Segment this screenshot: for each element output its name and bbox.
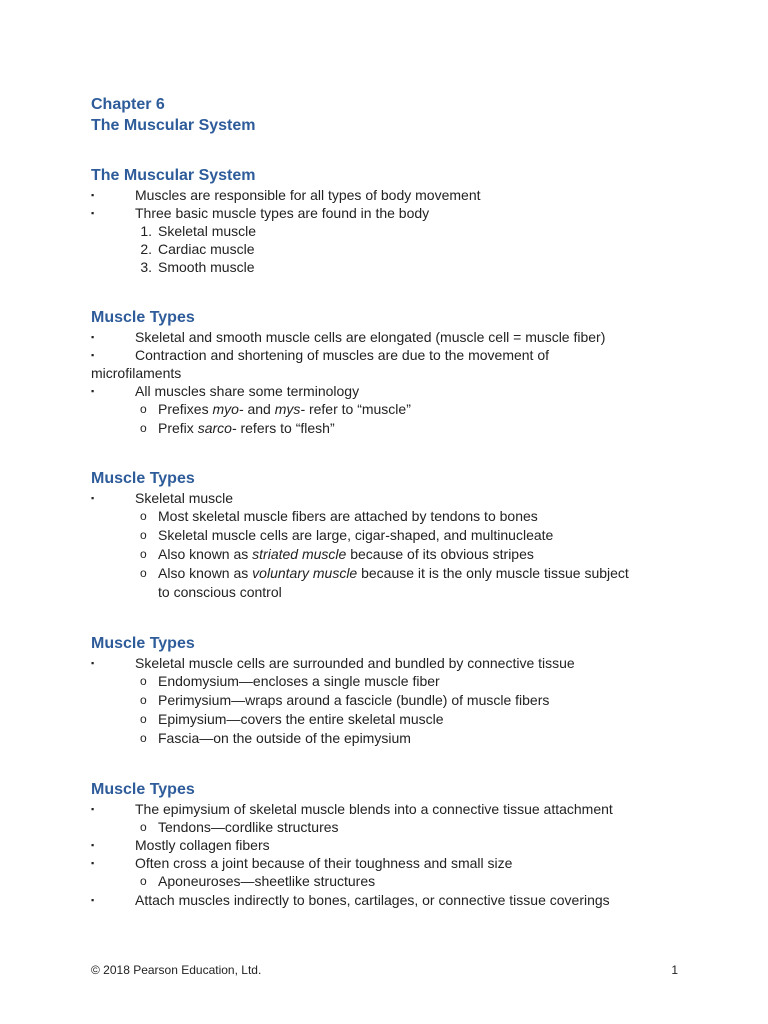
square-bullet-icon: ▪: [91, 208, 95, 218]
bullet-item: [91, 328, 691, 346]
section-muscular-system: [91, 166, 691, 276]
numbered-item: [91, 222, 691, 240]
bullet-text: Three basic muscle types are found in the body: [135, 205, 430, 221]
item-number: 2.: [140, 241, 152, 257]
square-bullet-icon: ▪: [91, 386, 95, 396]
bullet-text: The epimysium of skeletal muscle blends into a connective tissue attachment: [135, 801, 613, 817]
bullet-item: [91, 489, 691, 507]
sub-bullet-item: [91, 545, 691, 564]
section-heading: The Muscular System: [91, 167, 256, 184]
bullet-item: [91, 800, 691, 818]
sub-bullet-text: Aponeuroses—sheetlike structures: [158, 873, 376, 889]
sub-bullet-item: [91, 564, 691, 583]
sub-bullet-item: [91, 526, 691, 545]
bullet-item: [91, 654, 691, 672]
copyright-text: © 2018 Pearson Education, Ltd.: [91, 963, 262, 977]
numbered-item: [91, 240, 691, 258]
circle-bullet-icon: o: [140, 674, 147, 688]
section-muscle-types-2: [91, 469, 691, 601]
circle-bullet-icon: o: [140, 528, 147, 542]
section-heading: Muscle Types: [91, 781, 195, 798]
page-number: 1: [671, 963, 678, 977]
bullet-item: [91, 186, 691, 204]
page-footer: [91, 962, 678, 978]
section-muscle-types-1: [91, 308, 691, 438]
bullet-text: Often cross a joint because of their toughness and small size: [135, 855, 513, 871]
bullet-continuation: [91, 364, 691, 382]
sub-bullet-text-wrap: to conscious control: [158, 584, 282, 600]
section-muscle-types-4: [91, 780, 691, 910]
bullet-text-wrap: microfilaments: [91, 365, 182, 381]
sub-bullet-item: [91, 400, 691, 419]
bullet-text: Skeletal and smooth muscle cells are elongated (muscle cell = muscle fiber): [135, 329, 606, 345]
item-text: Cardiac muscle: [158, 241, 255, 257]
numbered-item: [91, 258, 691, 276]
sub-bullet-text: Prefixes myo- and mys- refer to “muscle”: [158, 401, 411, 417]
circle-bullet-icon: o: [140, 731, 147, 745]
item-number: 3.: [140, 259, 152, 275]
sub-bullet-item: [91, 729, 691, 748]
bullet-text: Skeletal muscle: [135, 490, 234, 506]
sub-bullet-text: Fascia—on the outside of the epimysium: [158, 730, 411, 746]
circle-bullet-icon: o: [140, 874, 147, 888]
bullet-item: [91, 836, 691, 854]
bullet-text: Mostly collagen fibers: [135, 837, 270, 853]
circle-bullet-icon: o: [140, 402, 147, 416]
bullet-item: [91, 891, 691, 910]
square-bullet-icon: ▪: [91, 350, 95, 360]
sub-bullet-text: Prefix sarco- refers to “flesh”: [158, 420, 335, 436]
sub-bullet-continuation: [91, 583, 691, 601]
circle-bullet-icon: o: [140, 820, 147, 834]
section-heading: Muscle Types: [91, 470, 195, 487]
square-bullet-icon: ▪: [91, 895, 95, 905]
bullet-item: [91, 204, 691, 222]
square-bullet-icon: ▪: [91, 190, 95, 200]
bullet-item: [91, 854, 691, 872]
circle-bullet-icon: o: [140, 712, 147, 726]
item-number: 1.: [140, 223, 152, 239]
sub-bullet-text: Endomysium—encloses a single muscle fiber: [158, 673, 440, 689]
sub-bullet-text: Most skeletal muscle fibers are attached by tendons to bones: [158, 508, 538, 524]
square-bullet-icon: ▪: [91, 658, 95, 668]
section-heading: Muscle Types: [91, 309, 195, 326]
section-muscle-types-3: [91, 634, 691, 748]
bullet-item: [91, 382, 691, 400]
bullet-item: [91, 346, 691, 364]
square-bullet-icon: ▪: [91, 840, 95, 850]
sub-bullet-item: [91, 672, 691, 691]
sub-bullet-text: Also known as voluntary muscle because it is the only muscle tissue subject: [158, 565, 629, 581]
sub-bullet-item: [91, 872, 691, 890]
item-text: Skeletal muscle: [158, 223, 257, 239]
square-bullet-icon: ▪: [91, 493, 95, 503]
sub-bullet-text: Epimysium—covers the entire skeletal muscle: [158, 711, 444, 727]
sub-bullet-text: Perimysium—wraps around a fascicle (bundle) of muscle fibers: [158, 692, 550, 708]
sub-bullet-text: Tendons—cordlike structures: [158, 819, 339, 835]
circle-bullet-icon: o: [140, 509, 147, 523]
square-bullet-icon: ▪: [91, 332, 95, 342]
sub-bullet-item: [91, 419, 691, 438]
circle-bullet-icon: o: [140, 421, 147, 435]
chapter-number: Chapter 6: [91, 96, 165, 113]
bullet-text: All muscles share some terminology: [135, 383, 360, 399]
sub-bullet-text: Skeletal muscle cells are large, cigar-shaped, and multinucleate: [158, 527, 554, 543]
sub-bullet-item: [91, 710, 691, 729]
bullet-text: Attach muscles indirectly to bones, cartilages, or connective tissue coverings: [135, 892, 610, 908]
bullet-text: Muscles are responsible for all types of body movement: [135, 187, 481, 203]
square-bullet-icon: ▪: [91, 858, 95, 868]
circle-bullet-icon: o: [140, 693, 147, 707]
section-heading: Muscle Types: [91, 635, 195, 652]
sub-bullet-item: [91, 818, 691, 836]
sub-bullet-text: Also known as striated muscle because of its obvious stripes: [158, 546, 534, 562]
item-text: Smooth muscle: [158, 259, 255, 275]
circle-bullet-icon: o: [140, 547, 147, 561]
bullet-text: Skeletal muscle cells are surrounded and bundled by connective tissue: [135, 655, 575, 671]
chapter-header: [91, 94, 256, 136]
chapter-title: The Muscular System: [91, 117, 256, 134]
sub-bullet-item: [91, 691, 691, 710]
circle-bullet-icon: o: [140, 566, 147, 580]
sub-bullet-item: [91, 507, 691, 526]
square-bullet-icon: ▪: [91, 804, 95, 814]
bullet-text: Contraction and shortening of muscles are due to the movement of: [135, 347, 550, 363]
